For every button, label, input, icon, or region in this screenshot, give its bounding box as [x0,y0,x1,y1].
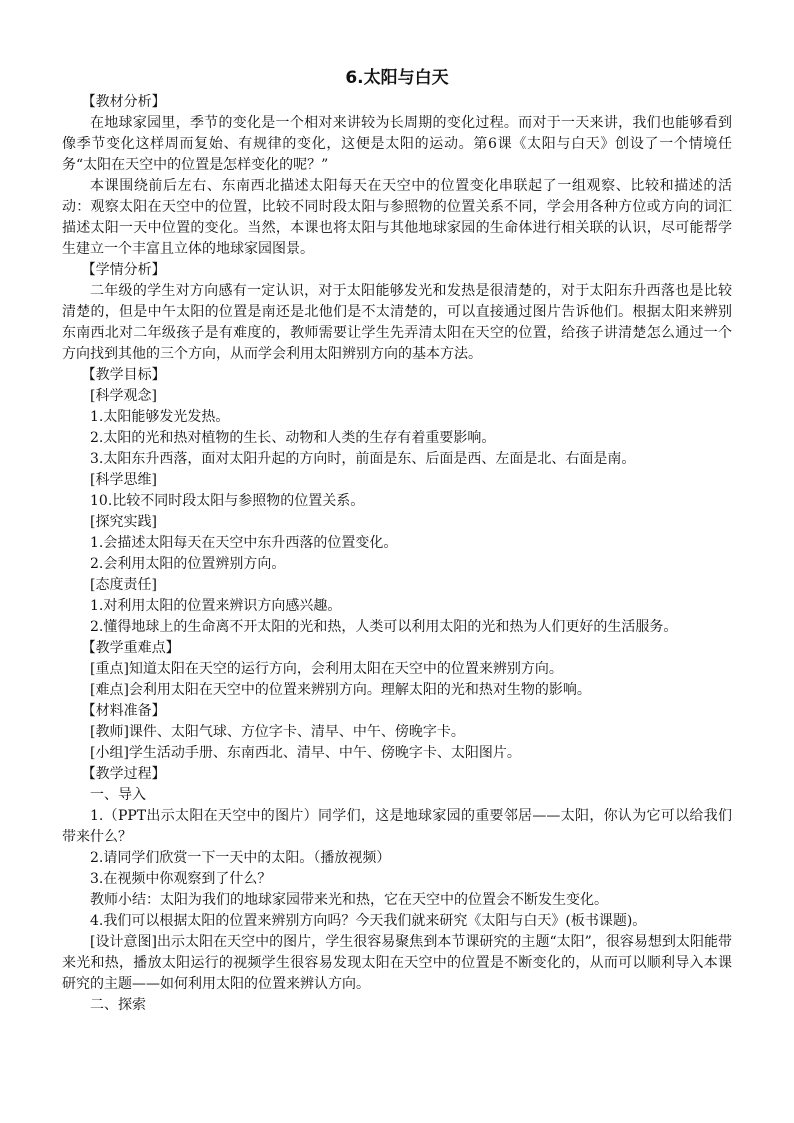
list-line: 1.太阳能够发光发热。 [90,409,230,425]
list-line: 教师小结：太阳为我们的地球家园带来光和热，它在天空中的位置会不断发生变化。 [90,892,608,908]
section-heading: 【学情分析】 [81,262,166,278]
list-line: [重点]知道太阳在天空的运行方向，会利用太阳在天空中的位置来辨别方向。 [90,661,563,677]
document-title: 6.太阳与白天 [345,68,449,88]
list-line: 4.我们可以根据太阳的位置来辨别方向吗？今天我们就来研究《太阳与白天》(板书课题)。 [90,913,647,929]
paragraph: 2.懂得地球上的生命离不开太阳的光和热，人类可以利用太阳的光和热为人们更好的生活服务。 [90,619,678,635]
list-line: [科学观念] [90,388,157,404]
paragraph: 在地球家园里，季节的变化是一个相对来讲较为长周期的变化过程。而对于一天来讲，我们也能够看到像季节变化这样周而复始、有规律的变化，这便是太阳的运动。第6课《太阳与白天》创设了一个情境任务“太阳在天空中的位置是怎样变化的呢？” [62,115,732,173]
list-line: 1.对利用太阳的位置来辨识方向感兴趣。 [90,598,342,614]
list-line: [小组]学生活动手册、东南西北、清早、中午、傍晚字卡、太阳图片。 [90,745,521,761]
list-line: [教师]课件、太阳气球、方位字卡、清早、中午、傍晚字卡。 [90,724,465,740]
list-line: 1.会描述太阳每天在天空中东升西落的位置变化。 [90,535,398,551]
paragraph: 二年级的学生对方向感有一定认识，对于太阳能够发光和发热是很清楚的，对于太阳东升西落也是比较清楚的，但是中午太阳的位置是南还是北他们是不太清楚的，可以直接通过图片告诉他们。根据太阳来辨别东南西北对二年级孩子是有难度的，教师需要让学生先弄清太阳在天空的位置，给孩子讲清楚怎么通过一个方向找到其他的三个方向，从而学会利用太阳辨别方向的基本方法。 [62,283,732,362]
paragraph: 本课围绕前后左右、东南西北描述太阳每天在天空中的位置变化串联起了一组观察、比较和描述的活动：观察太阳在天空中的位置，比较不同时段太阳与参照物的位置关系不同，学会用各种方位或方向的词汇描述太阳一天中位置的变化。当然，本课也将太阳与其他地球家园的生命体进行相关联的认识，尽可能帮学生建立一个丰富且立体的地球家园图景。 [62,178,732,257]
paragraph: 1.（PPT出示太阳在天空中的图片）同学们，这是地球家园的重要邻居——太阳，你认为它可以给我们带来什么？ [62,808,732,845]
section-heading: 【教学重难点】 [81,640,180,656]
list-line: 10.比较不同时段太阳与参照物的位置关系。 [90,493,365,509]
list-line: [难点]会利用太阳在天空中的位置来辨别方向。理解太阳的光和热对生物的影响。 [90,682,591,698]
section-heading: 【材料准备】 [81,703,166,719]
list-line: [态度责任] [90,577,157,593]
section-heading: 【教材分析】 [81,94,166,110]
section-heading: 【教学过程】 [81,766,166,782]
list-line: 2.会利用太阳的位置辨别方向。 [90,556,286,572]
list-line: [科学思维] [90,472,157,488]
section-heading: 【教学目标】 [81,367,166,383]
list-line: [探究实践] [90,514,157,530]
list-line: 3.在视频中你观察到了什么？ [90,871,272,887]
list-line: 3.太阳东升西落，面对太阳升起的方向时，前面是东、后面是西、左面是北、右面是南。 [90,451,636,467]
paragraph: [设计意图]出示太阳在天空中的图片，学生很容易聚焦到本节课研究的主题“太阳”，很容易想到太阳能带来光和热，播放太阳运行的视频学生很容易发现太阳在天空中的位置是不断变化的，从而可以顺利导入本课研究的主题——如何利用太阳的位置来辨认方向。 [62,934,732,992]
list-line: 2.太阳的光和热对植物的生长、动物和人类的生存有着重要影响。 [90,430,496,446]
list-line: 一、导入 [90,787,146,803]
list-line: 二、探索 [90,997,146,1013]
list-line: 2.请同学们欣赏一下一天中的太阳。（播放视频） [90,850,391,866]
document-body [62,92,732,1016]
